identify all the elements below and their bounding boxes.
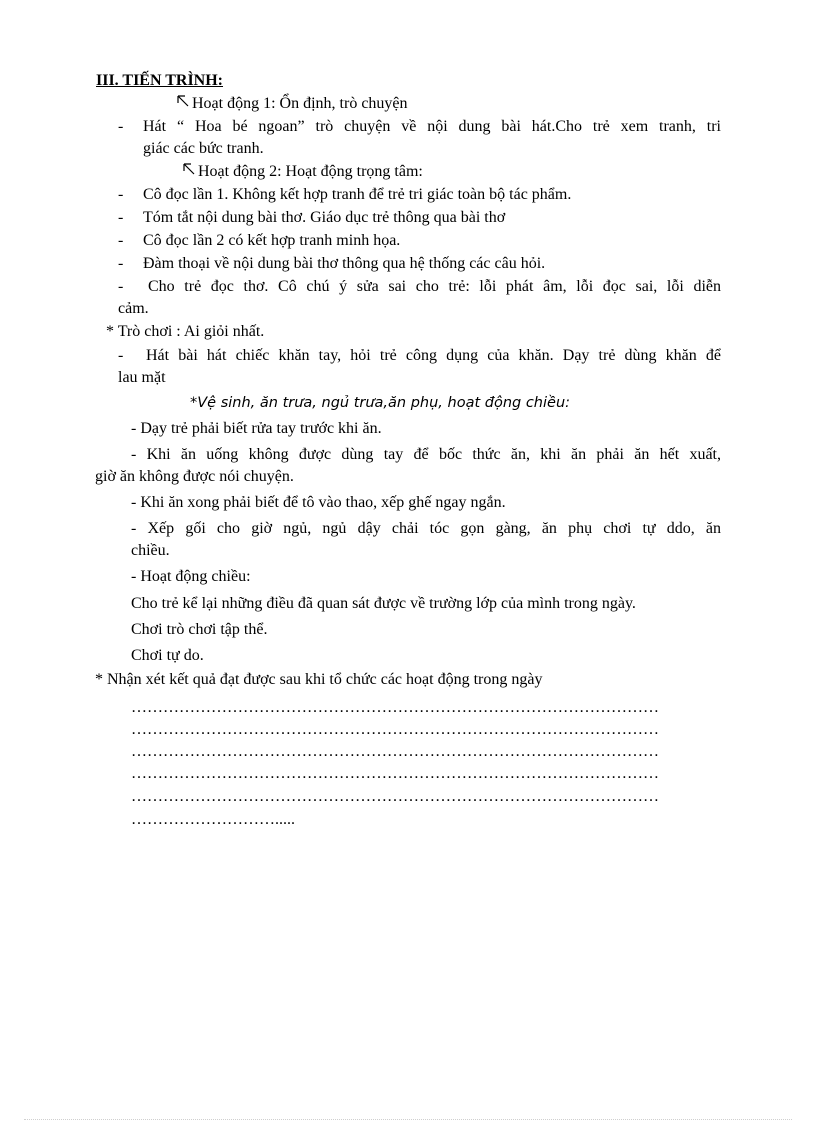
list-item-line: lau mặt: [118, 369, 166, 386]
dotted-line: ………………………………………………………………………………………: [131, 743, 659, 760]
list-item-line: cảm.: [118, 300, 149, 317]
bullet-dash: -: [118, 232, 124, 249]
dotted-line: ………………………………………………………………………………………: [131, 765, 659, 782]
routine-item: - Dạy trẻ phải biết rửa tay trước khi ăn.: [131, 420, 382, 437]
afternoon-item: Cho trẻ kể lại những điều đã quan sát được về trường lớp của mình trong ngày.: [131, 595, 636, 612]
routine-item: - Hoạt động chiều:: [131, 568, 251, 585]
routine-item-line: - Khi ăn uống không được dùng tay để bốc thức ăn, khi ăn phải ăn hết xuất,: [131, 446, 721, 463]
section-title: III. TIẾN TRÌNH:: [96, 72, 224, 89]
bullet-dash: -: [118, 209, 124, 226]
routine-item-line: giờ ăn không được nói chuyện.: [95, 468, 294, 485]
pointer-arrow-icon: [182, 161, 198, 183]
routine-item-line: - Xếp gối cho giờ ngủ, ngủ dậy chải tóc gọn gàng, ăn phụ chơi tự ddo, ăn: [131, 520, 721, 537]
list-item-line: Hát “ Hoa bé ngoan” trò chuyện về nội dung bài hát.Cho trẻ xem tranh, tri: [143, 118, 721, 135]
dotted-line: ………………………………………………………………………………………: [131, 721, 659, 738]
dotted-line: ……………………….....: [131, 811, 295, 828]
activity-1-label: Hoạt động 1: Ổn định, trò chuyện: [192, 95, 408, 112]
afternoon-item: Chơi tự do.: [131, 647, 204, 664]
routine-item: - Khi ăn xong phải biết để tô vào thao, xếp ghế ngay ngắn.: [131, 494, 506, 511]
activity-1-heading: [176, 93, 408, 115]
evaluation-title: * Nhận xét kết quả đạt được sau khi tổ chức các hoạt động trong ngày: [95, 671, 543, 688]
bullet-dash: -: [118, 118, 124, 135]
bullet-dash: -: [118, 255, 124, 272]
routine-title: *Vệ sinh, ăn trưa, ngủ trưa,ăn phụ, hoạt động chiều:: [190, 395, 571, 411]
routine-item-line: chiều.: [131, 542, 170, 559]
list-item: Cô đọc lần 1. Không kết hợp tranh để trẻ tri giác toàn bộ tác phẩm.: [143, 186, 572, 203]
list-item: Tóm tắt nội dung bài thơ. Giáo dục trẻ thông qua bài thơ: [143, 209, 506, 226]
bullet-dash: -: [118, 278, 124, 295]
list-item: Cô đọc lần 2 có kết hợp tranh minh họa.: [143, 232, 401, 249]
list-item-line: Cho trẻ đọc thơ. Cô chú ý sửa sai cho trẻ: lỗi phát âm, lỗi đọc sai, lỗi diễn: [148, 278, 721, 295]
list-item-line: Hát bài hát chiếc khăn tay, hỏi trẻ công dụng của khăn. Dạy trẻ dùng khăn để: [146, 347, 721, 364]
pointer-arrow-icon: [176, 93, 192, 115]
bullet-dash: -: [118, 347, 124, 364]
bullet-dash: -: [118, 186, 124, 203]
activity-2-heading: [182, 161, 423, 183]
dotted-line: ………………………………………………………………………………………: [131, 788, 659, 805]
page-bottom-divider: [24, 1119, 792, 1120]
list-item-line: giác các bức tranh.: [143, 140, 264, 157]
list-item: Đàm thoại về nội dung bài thơ thông qua hệ thống các câu hỏi.: [143, 255, 546, 272]
afternoon-item: Chơi trò chơi tập thể.: [131, 621, 268, 638]
activity-2-label: Hoạt động 2: Hoạt động trọng tâm:: [198, 163, 423, 180]
game-heading: * Trò chơi : Ai giỏi nhất.: [106, 323, 265, 340]
dotted-line: ………………………………………………………………………………………: [131, 699, 659, 716]
